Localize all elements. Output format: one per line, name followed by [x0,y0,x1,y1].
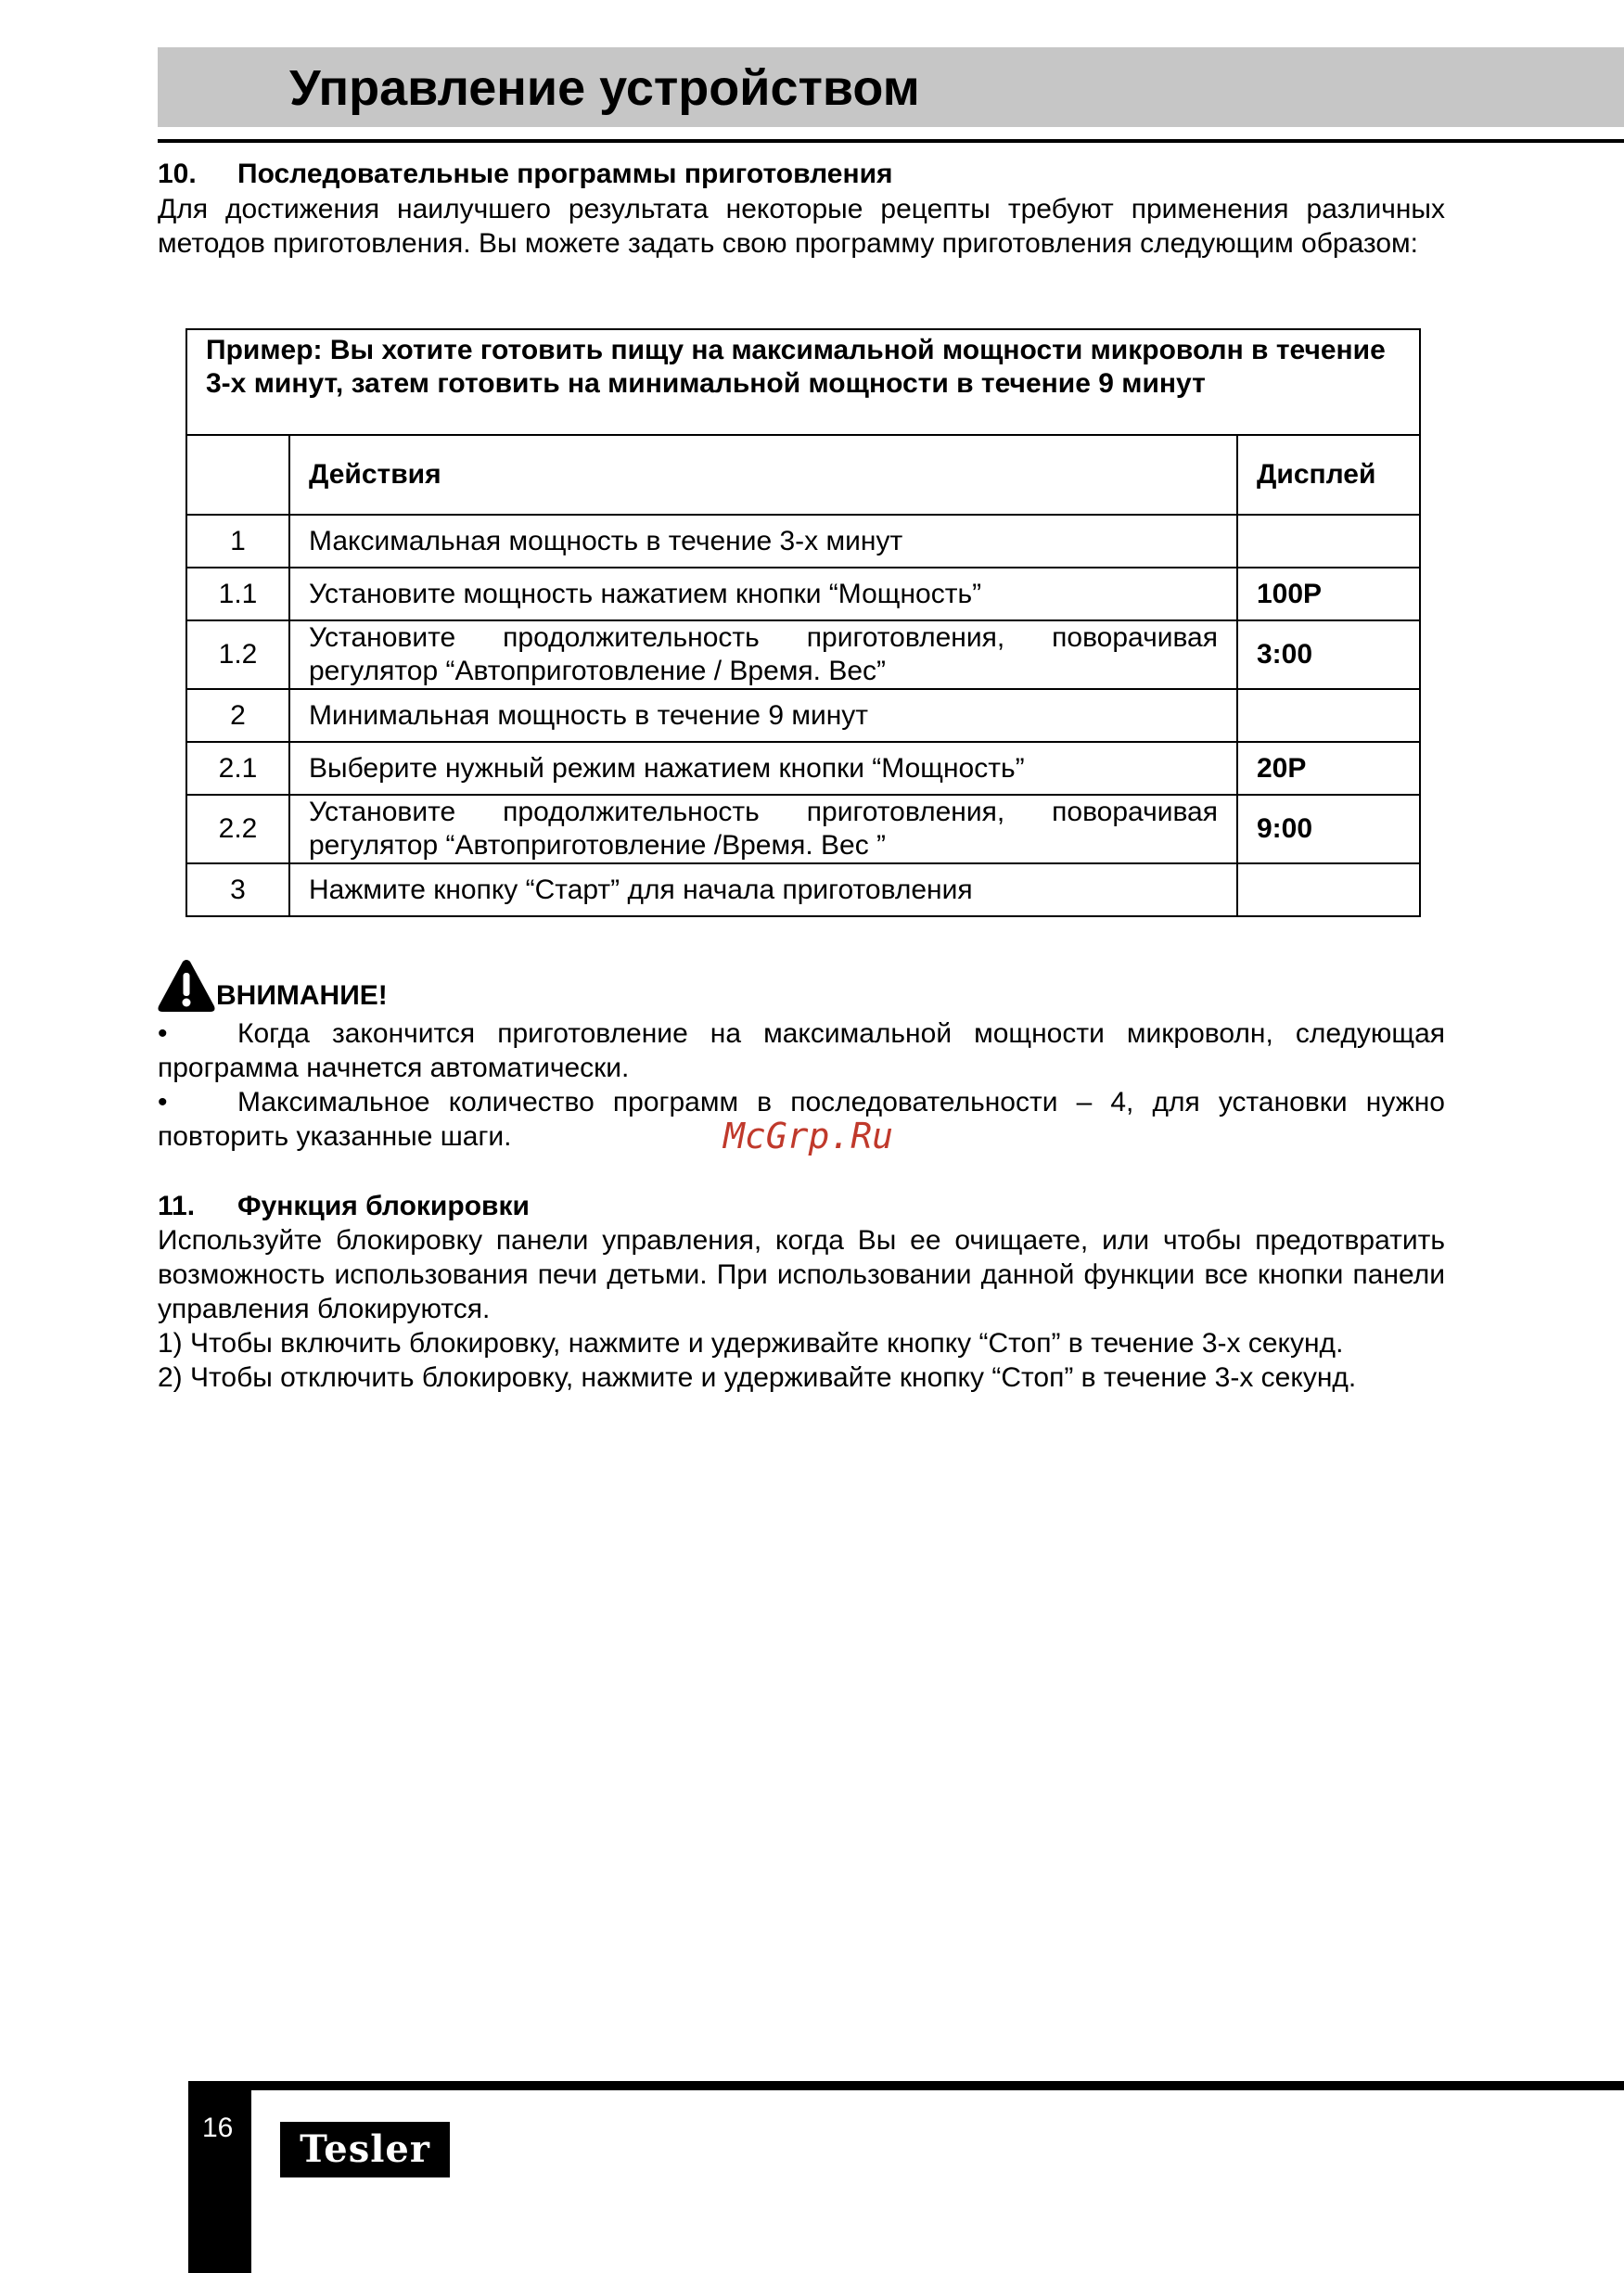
table-header-num [186,435,289,515]
row-action: Установите мощность нажатием кнопки “Мощность” [289,568,1237,620]
section-10-intro: Для достижения наилучшего результата некоторые рецепты требуют применения различных методов приготовления. Вы можете задать свою программу приготовления следующим образом: [158,194,1445,259]
section-10-title: Последовательные программы приготовления [237,159,893,189]
bullet-icon: • [158,1018,168,1049]
row-display [1237,515,1420,568]
footer-rule [188,2081,1624,2090]
row-display: 9:00 [1237,795,1420,863]
section-11-step-1: 1) Чтобы включить блокировку, нажмите и удерживайте кнопку “Стоп” в течение 3-х секунд. [158,1328,1344,1359]
warning-item-text: Когда закончится приготовление на максимальной мощности микроволн, следующая программа начнется автоматически. [158,1018,1445,1083]
section-10-number: 10. [158,159,197,189]
section-11-step-2: 2) Чтобы отключить блокировку, нажмите и удерживайте кнопку “Стоп” в течение 3-х секунд. [158,1362,1357,1393]
tesler-logo: Tesler [280,2122,450,2177]
row-action: Установите продолжительность приготовления, поворачивая регулятор “Автоприготовление / Время. Вес” [289,620,1237,689]
row-action: Минимальная мощность в течение 9 минут [289,689,1237,742]
header-divider [158,139,1624,143]
row-display [1237,863,1420,916]
section-11-title: Функция блокировки [237,1191,530,1221]
row-display [1237,689,1420,742]
warning-item [158,1016,1445,1085]
row-display: 100P [1237,568,1420,620]
steps-table [185,328,1421,917]
table-row [186,863,1420,916]
table-caption: Пример: Вы хотите готовить пищу на максимальной мощности микроволн в течение 3-х минут, затем готовить на минимальной мощности в течение 9 минут [186,329,1420,435]
table-row [186,742,1420,795]
table-header-action: Действия [289,435,1237,515]
table-header-display: Дисплей [1237,435,1420,515]
section-11-intro: Используйте блокировку панели управления, когда Вы ее очищаете, или чтобы предотвратить возможность использования печи детьми. При использовании данной функции все кнопки панели управления блокируются. [158,1225,1445,1324]
bullet-icon: • [158,1087,168,1117]
page-title: Управление устройством [289,60,920,116]
row-num: 2.2 [186,795,289,863]
table-row [186,620,1420,689]
table-row [186,689,1420,742]
table-row [186,568,1420,620]
row-num: 2 [186,689,289,742]
section-10-heading [158,158,893,191]
footer-bar [188,2081,251,2273]
row-action: Выберите нужный режим нажатием кнопки “Мощность” [289,742,1237,795]
table-row [186,795,1420,863]
page-number: 16 [202,2113,234,2143]
warning-triangle-icon [157,959,216,1013]
watermark: McGrp.Ru [723,1116,894,1156]
row-num: 1.2 [186,620,289,689]
row-num: 1 [186,515,289,568]
row-display: 3:00 [1237,620,1420,689]
row-num: 3 [186,863,289,916]
table-row [186,515,1420,568]
row-num: 1.1 [186,568,289,620]
warning-title: ВНИМАНИЕ! [216,980,388,1011]
section-11-number: 11. [158,1191,196,1221]
row-num: 2.1 [186,742,289,795]
row-action: Максимальная мощность в течение 3-х минут [289,515,1237,568]
row-action: Установите продолжительность приготовления, поворачивая регулятор “Автоприготовление /Время. Вес ” [289,795,1237,863]
row-display: 20P [1237,742,1420,795]
section-11-heading [158,1190,530,1223]
row-action: Нажмите кнопку “Старт” для начала приготовления [289,863,1237,916]
warning-item-text: Максимальное количество программ в последовательности – 4, для установки нужно повторить указанные шаги. [158,1087,1445,1152]
